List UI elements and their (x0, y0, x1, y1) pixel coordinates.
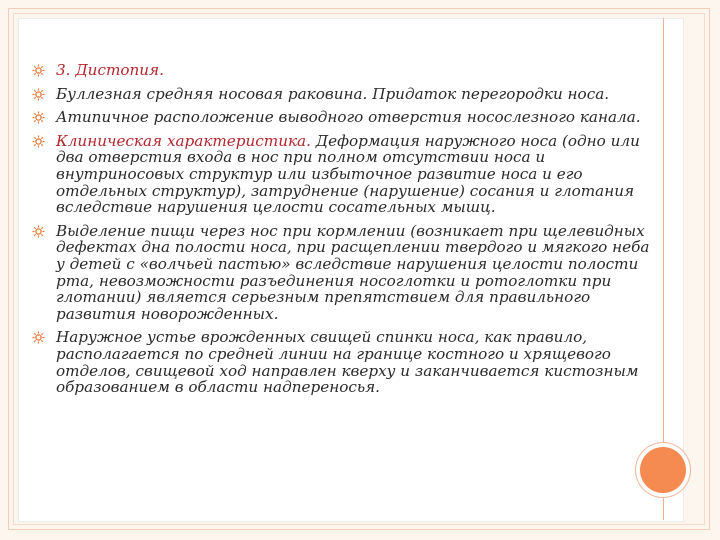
bullet-text-accent: 3. Дистопия. (56, 61, 164, 79)
bullet-list (32, 62, 652, 403)
sun-bullet-icon (32, 111, 45, 124)
bullet-text: Деформация наружного носа (одно или два отверстия входа в нос при полном отсутствии носа и внутриносовых структур или избыточное развитие носа и его отдельных структур), затруднение (нарушение) сосания и глотания вследствие нарушения целости сосательных мышц. (56, 131, 640, 217)
bullet-item (32, 109, 652, 126)
sun-bullet-icon (32, 225, 45, 238)
bullet-item (32, 133, 652, 216)
bullet-item (32, 86, 652, 103)
sun-bullet-icon (32, 88, 45, 101)
bullet-item (32, 62, 652, 79)
orange-circle-decoration (640, 447, 686, 493)
bullet-text: Выделение пищи через нос при кормлении (возникает при щелевидных дефектах дна полости носа, при расщеплении твердого и мягкого неба у детей с «волчьей пастью» вследствие нарушения целости полости рта, невозможности разъединения носоглотки и ротоглотки при глотании) является серьезным препятствием для правильного развития новорожденных. (56, 221, 650, 323)
bullet-text: Буллезная средняя носовая раковина. Придаток перегородки носа. (56, 84, 610, 103)
sun-bullet-icon (32, 331, 45, 344)
bullet-text: Атипичное расположение выводного отверстия носослезного канала. (56, 108, 641, 127)
right-divider-line (663, 18, 664, 520)
bullet-text: Наружное устье врожденных свищей спинки носа, как правило, располагается по средней линии на границе костного и хрящевого отделов, свищевой ход направлен кверху и заканчивается кистозным образованием в области надпереносья. (56, 328, 639, 397)
bullet-item (32, 223, 652, 323)
sun-bullet-icon (32, 64, 45, 77)
sun-bullet-icon (32, 135, 45, 148)
bullet-text-accent: Клиническая характеристика. (56, 131, 311, 150)
bullet-item (32, 329, 652, 395)
